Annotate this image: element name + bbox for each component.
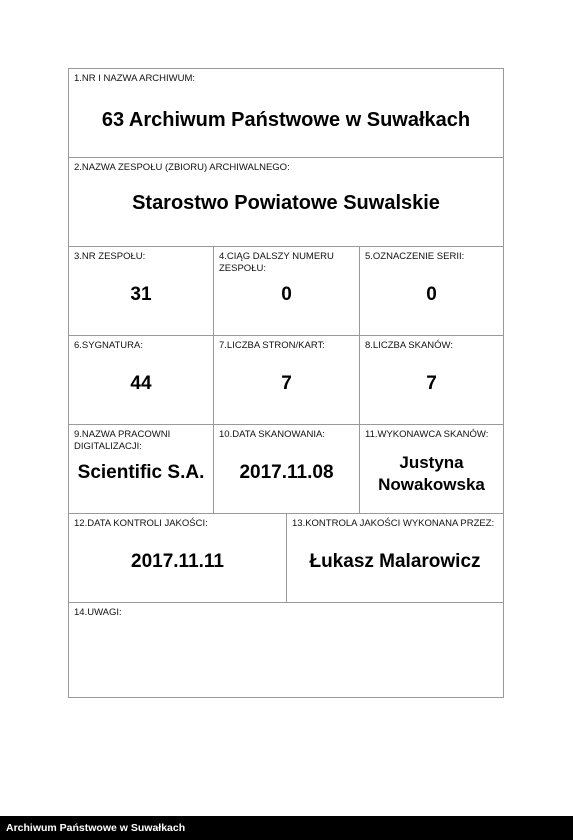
field-label: 1.NR I NAZWA ARCHIWUM: [74, 73, 196, 84]
field-value: Starostwo Powiatowe Suwalskie [132, 192, 440, 214]
field-value: 7 [426, 373, 437, 394]
field-value: Łukasz Malarowicz [309, 551, 481, 572]
field-signature [69, 336, 214, 424]
field-scan-date [214, 425, 360, 513]
field-value: 63 Archiwum Państwowe w Suwałkach [101, 109, 471, 131]
field-label: 10.DATA SKANOWANIA: [219, 429, 325, 440]
field-value: Scientific S.A. [77, 462, 205, 483]
field-value: 0 [281, 284, 292, 305]
footer-text: Archiwum Państwowe w Suwałkach [6, 822, 186, 834]
field-label: 5.OZNACZENIE SERII: [365, 251, 465, 262]
field-value: 2017.11.08 [239, 462, 334, 483]
field-value [69, 603, 503, 697]
row-counts [69, 336, 503, 425]
footer-bar [0, 816, 573, 840]
field-qc-date [69, 514, 287, 602]
field-label: 11.WYKONAWCA SKANÓW: [365, 429, 489, 440]
field-label: 8.LICZBA SKANÓW: [365, 340, 453, 351]
metadata-form [68, 68, 504, 698]
field-label: 4.CIĄG DALSZY NUMERU ZESPOŁU: [219, 251, 334, 274]
field-value: Justyna Nowakowska [378, 453, 485, 494]
field-page-count [214, 336, 360, 424]
row-archive [69, 69, 503, 158]
field-value: 0 [426, 284, 437, 305]
field-label: 7.LICZBA STRON/KART: [219, 340, 325, 351]
field-scan-operator [360, 425, 503, 513]
field-value: 44 [130, 373, 152, 394]
row-fonds-numbers [69, 247, 503, 336]
row-remarks [69, 603, 503, 697]
field-label: 9.NAZWA PRACOWNI DIGITALIZACJI: [74, 429, 171, 452]
field-fonds-continuation [214, 247, 360, 335]
row-fonds-name [69, 158, 503, 247]
field-label: 12.DATA KONTROLI JAKOŚCI: [74, 518, 208, 529]
field-fonds-number [69, 247, 214, 335]
field-label: 13.KONTROLA JAKOŚCI WYKONANA PRZEZ: [292, 518, 495, 529]
field-qc-operator [287, 514, 503, 602]
row-quality-control [69, 514, 503, 603]
field-label: 3.NR ZESPOŁU: [74, 251, 146, 262]
field-archive [69, 69, 503, 157]
field-label: 2.NAZWA ZESPOŁU (ZBIORU) ARCHIWALNEGO: [74, 162, 290, 173]
field-label: 14.UWAGI: [74, 607, 122, 618]
field-digitization-lab [69, 425, 214, 513]
field-value: 2017.11.11 [131, 551, 224, 572]
field-scan-count [360, 336, 503, 424]
row-digitization [69, 425, 503, 514]
field-label: 6.SYGNATURA: [74, 340, 143, 351]
field-remarks [69, 603, 503, 697]
field-fonds-name [69, 158, 503, 246]
field-value: 31 [130, 284, 152, 305]
field-value: 7 [281, 373, 292, 394]
field-series [360, 247, 503, 335]
